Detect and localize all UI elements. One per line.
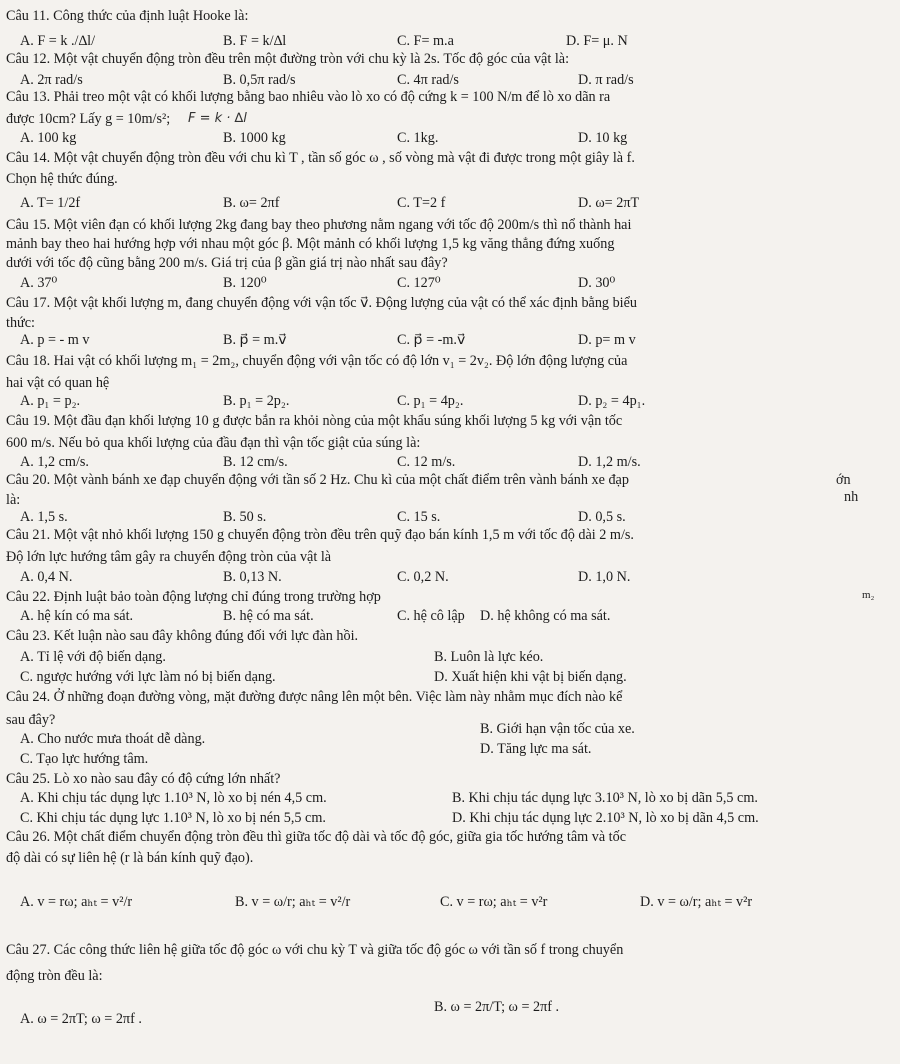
question-12-option-d: D. π rad/s [578, 72, 634, 88]
question-15-option-c: C. 127⁰ [397, 275, 441, 291]
question-26-option-d: D. v = ω/r; aₕₜ = v²r [640, 894, 753, 910]
question-26-option-c: C. v = rω; aₕₜ = v²r [440, 894, 548, 910]
question-24-stem: Câu 24. Ở những đoạn đường vòng, mặt đường được nâng lên một bên. Việc làm này nhằm mục đích nào kể [6, 689, 623, 705]
question-13-option-a: A. 100 kg [20, 130, 77, 146]
question-17-stem-line2: thức: [6, 315, 35, 331]
question-22-option-c: C. hệ cô lập [397, 608, 465, 624]
question-27-stem-line2: động tròn đều là: [6, 968, 103, 984]
question-23-option-a: A. Tỉ lệ với độ biến dạng. [20, 649, 166, 665]
question-15-option-a: A. 37⁰ [20, 275, 58, 291]
handwritten-note: F = k · ∆l [188, 111, 247, 126]
question-17-option-d: D. p= m v [578, 332, 636, 348]
question-27-option-a: A. ω = 2πT; ω = 2πf . [20, 1011, 142, 1027]
question-21-option-b: B. 0,13 N. [223, 569, 282, 585]
question-18-option-c: C. p₁ = 4p₂. [397, 393, 464, 409]
question-26-option-b: B. v = ω/r; aₕₜ = v²/r [235, 894, 351, 910]
question-25-option-d: D. Khi chịu tác dụng lực 2.10³ N, lò xo bị dãn 4,5 cm. [452, 810, 759, 826]
question-12-stem: Câu 12. Một vật chuyển động tròn đều trên một đường tròn với chu kỳ là 2s. Tốc độ góc của vật là: [6, 51, 570, 67]
question-22-stem: Câu 22. Định luật bảo toàn động lượng chỉ đúng trong trường hợp [6, 589, 381, 605]
question-23-option-b: B. Luôn là lực kéo. [434, 649, 544, 665]
question-23-option-c: C. ngược hướng với lực làm nó bị biến dạng. [20, 669, 276, 685]
question-21-option-d: D. 1,0 N. [578, 569, 631, 585]
question-20-stem-line2: là: [6, 492, 21, 508]
question-22-option-d: D. hệ không có ma sát. [480, 608, 611, 624]
question-15-stem: Câu 15. Một viên đạn có khối lượng 2kg đang bay theo phương nằm ngang với tốc độ 200m/s thì nổ thành hai [6, 217, 632, 233]
question-20-stem: Câu 20. Một vành bánh xe đạp chuyển động với tần số 2 Hz. Chu kì của một chất điểm trên vành bánh xe đạp [6, 472, 629, 488]
question-17-option-b: B. p⃗ = m.v⃗ [223, 332, 287, 348]
question-11-option-d: D. F= μ. N [566, 33, 628, 49]
question-24-option-c: C. Tạo lực hướng tâm. [20, 751, 149, 767]
question-18-option-a: A. p₁ = p₂. [20, 393, 81, 409]
question-19-option-d: D. 1,2 m/s. [578, 454, 641, 470]
question-19-stem: Câu 19. Một đầu đạn khối lượng 10 g được bắn ra khỏi nòng của một khẩu súng khối lượng 5 kg với vận tốc [6, 413, 623, 429]
question-15-option-d: D. 30⁰ [578, 275, 616, 291]
question-18-stem-line2: hai vật có quan hệ [6, 375, 110, 391]
question-26-option-a: A. v = rω; aₕₜ = v²/r [20, 894, 133, 910]
question-12-option-a: A. 2π rad/s [20, 72, 83, 88]
question-27-option-b: B. ω = 2π/T; ω = 2πf . [434, 999, 560, 1015]
question-19-option-c: C. 12 m/s. [397, 454, 456, 470]
question-13-option-b: B. 1000 kg [223, 130, 286, 146]
question-21-option-a: A. 0,4 N. [20, 569, 73, 585]
question-14-option-d: D. ω= 2πT [578, 195, 640, 211]
question-23-option-d: D. Xuất hiện khi vật bị biến dạng. [434, 669, 627, 685]
question-15-stem-line2: mảnh bay theo hai hướng hợp với nhau một góc β. Một mảnh có khối lượng 1,5 kg văng thẳng đứng xuống [6, 236, 615, 252]
question-17-option-c: C. p⃗ = -m.v⃗ [397, 332, 466, 348]
question-17-stem: Câu 17. Một vật khối lượng m, đang chuyển động với vận tốc v⃗. Động lượng của vật có thể xác định bằng biểu [6, 295, 638, 311]
question-24-option-b: B. Giới hạn vận tốc của xe. [480, 721, 635, 737]
question-25-option-a: A. Khi chịu tác dụng lực 1.10³ N, lò xo bị nén 4,5 cm. [20, 790, 327, 806]
question-13-stem: Câu 13. Phải treo một vật có khối lượng bằng bao nhiêu vào lò xo có độ cứng k = 100 N/m để lò xo dãn ra [6, 89, 611, 105]
question-12-option-b: B. 0,5π rad/s [223, 72, 296, 88]
question-21-option-c: C. 0,2 N. [397, 569, 449, 585]
question-11-option-a: A. F = k ./∆l/ [20, 33, 96, 49]
question-19-stem-line2: 600 m/s. Nếu bỏ qua khối lượng của đầu đạn thì vận tốc giật của súng là: [6, 435, 421, 451]
question-24-stem-line2: sau đây? [6, 712, 56, 728]
margin-fragment: m₂ [862, 589, 875, 601]
question-17-option-a: A. p = - m v [20, 332, 90, 348]
question-27-stem: Câu 27. Các công thức liên hệ giữa tốc độ góc ω với chu kỳ T và giữa tốc độ góc ω với tần số f trong chuyển [6, 942, 624, 958]
question-13-stem-line2: được 10cm? Lấy g = 10m/s²; [6, 111, 171, 127]
question-14-option-c: C. T=2 f [397, 195, 446, 211]
question-15-stem-line3: dưới với tốc độ cũng bằng 200 m/s. Giá trị của β gần giá trị nào nhất sau đây? [6, 255, 448, 271]
question-25-option-c: C. Khi chịu tác dụng lực 1.10³ N, lò xo bị nén 5,5 cm. [20, 810, 326, 826]
question-26-stem-line2: độ dài có sự liên hệ (r là bán kính quỹ đạo). [6, 850, 254, 866]
question-18-option-d: D. p₂ = 4p₁. [578, 393, 646, 409]
question-20-option-d: D. 0,5 s. [578, 509, 626, 525]
question-23-stem: Câu 23. Kết luận nào sau đây không đúng đối với lực đàn hồi. [6, 628, 359, 644]
question-14-stem-line2: Chọn hệ thức đúng. [6, 171, 118, 187]
question-15-option-b: B. 120⁰ [223, 275, 267, 291]
question-13-option-d: D. 10 kg [578, 130, 628, 146]
question-19-option-b: B. 12 cm/s. [223, 454, 288, 470]
question-14-stem: Câu 14. Một vật chuyển động tròn đều với chu kì T , tần số góc ω , số vòng mà vật đi được trong một giây là f. [6, 150, 635, 166]
margin-fragment: ớn [836, 472, 851, 488]
question-21-stem: Câu 21. Một vật nhỏ khối lượng 150 g chuyển động tròn đều trên quỹ đạo bán kính 1,5 m với tốc độ dài 2 m/s. [6, 527, 634, 543]
question-20-option-c: C. 15 s. [397, 509, 441, 525]
question-14-option-b: B. ω= 2πf [223, 195, 280, 211]
question-20-option-a: A. 1,5 s. [20, 509, 68, 525]
question-22-option-a: A. hệ kín có ma sát. [20, 608, 134, 624]
margin-fragment: nh [844, 489, 859, 505]
question-21-stem-line2: Độ lớn lực hướng tâm gây ra chuyển động tròn của vật là [6, 549, 332, 565]
question-20-option-b: B. 50 s. [223, 509, 267, 525]
question-26-stem: Câu 26. Một chất điểm chuyển động tròn đều thì giữa tốc độ dài và tốc độ góc, giữa gia tốc hướng tâm và tốc [6, 829, 626, 845]
question-18-option-b: B. p₁ = 2p₂. [223, 393, 290, 409]
question-22-option-b: B. hệ có ma sát. [223, 608, 314, 624]
question-25-stem: Câu 25. Lò xo nào sau đây có độ cứng lớn nhất? [6, 771, 281, 787]
question-24-option-a: A. Cho nước mưa thoát dễ dàng. [20, 731, 206, 747]
question-12-option-c: C. 4π rad/s [397, 72, 459, 88]
question-11-stem: Câu 11. Công thức của định luật Hooke là: [6, 8, 249, 24]
question-13-option-c: C. 1kg. [397, 130, 439, 146]
question-11-option-c: C. F= m.a [397, 33, 454, 49]
question-11-option-b: B. F = k/∆l [223, 33, 287, 49]
question-25-option-b: B. Khi chịu tác dụng lực 3.10³ N, lò xo bị dãn 5,5 cm. [452, 790, 758, 806]
question-24-option-d: D. Tăng lực ma sát. [480, 741, 592, 757]
question-18-stem: Câu 18. Hai vật có khối lượng m₁ = 2m₂, chuyển động với vận tốc có độ lớn v₁ = 2v₂. Độ lớn động lượng của [6, 353, 628, 369]
question-19-option-a: A. 1,2 cm/s. [20, 454, 89, 470]
question-14-option-a: A. T= 1/2f [20, 195, 81, 211]
